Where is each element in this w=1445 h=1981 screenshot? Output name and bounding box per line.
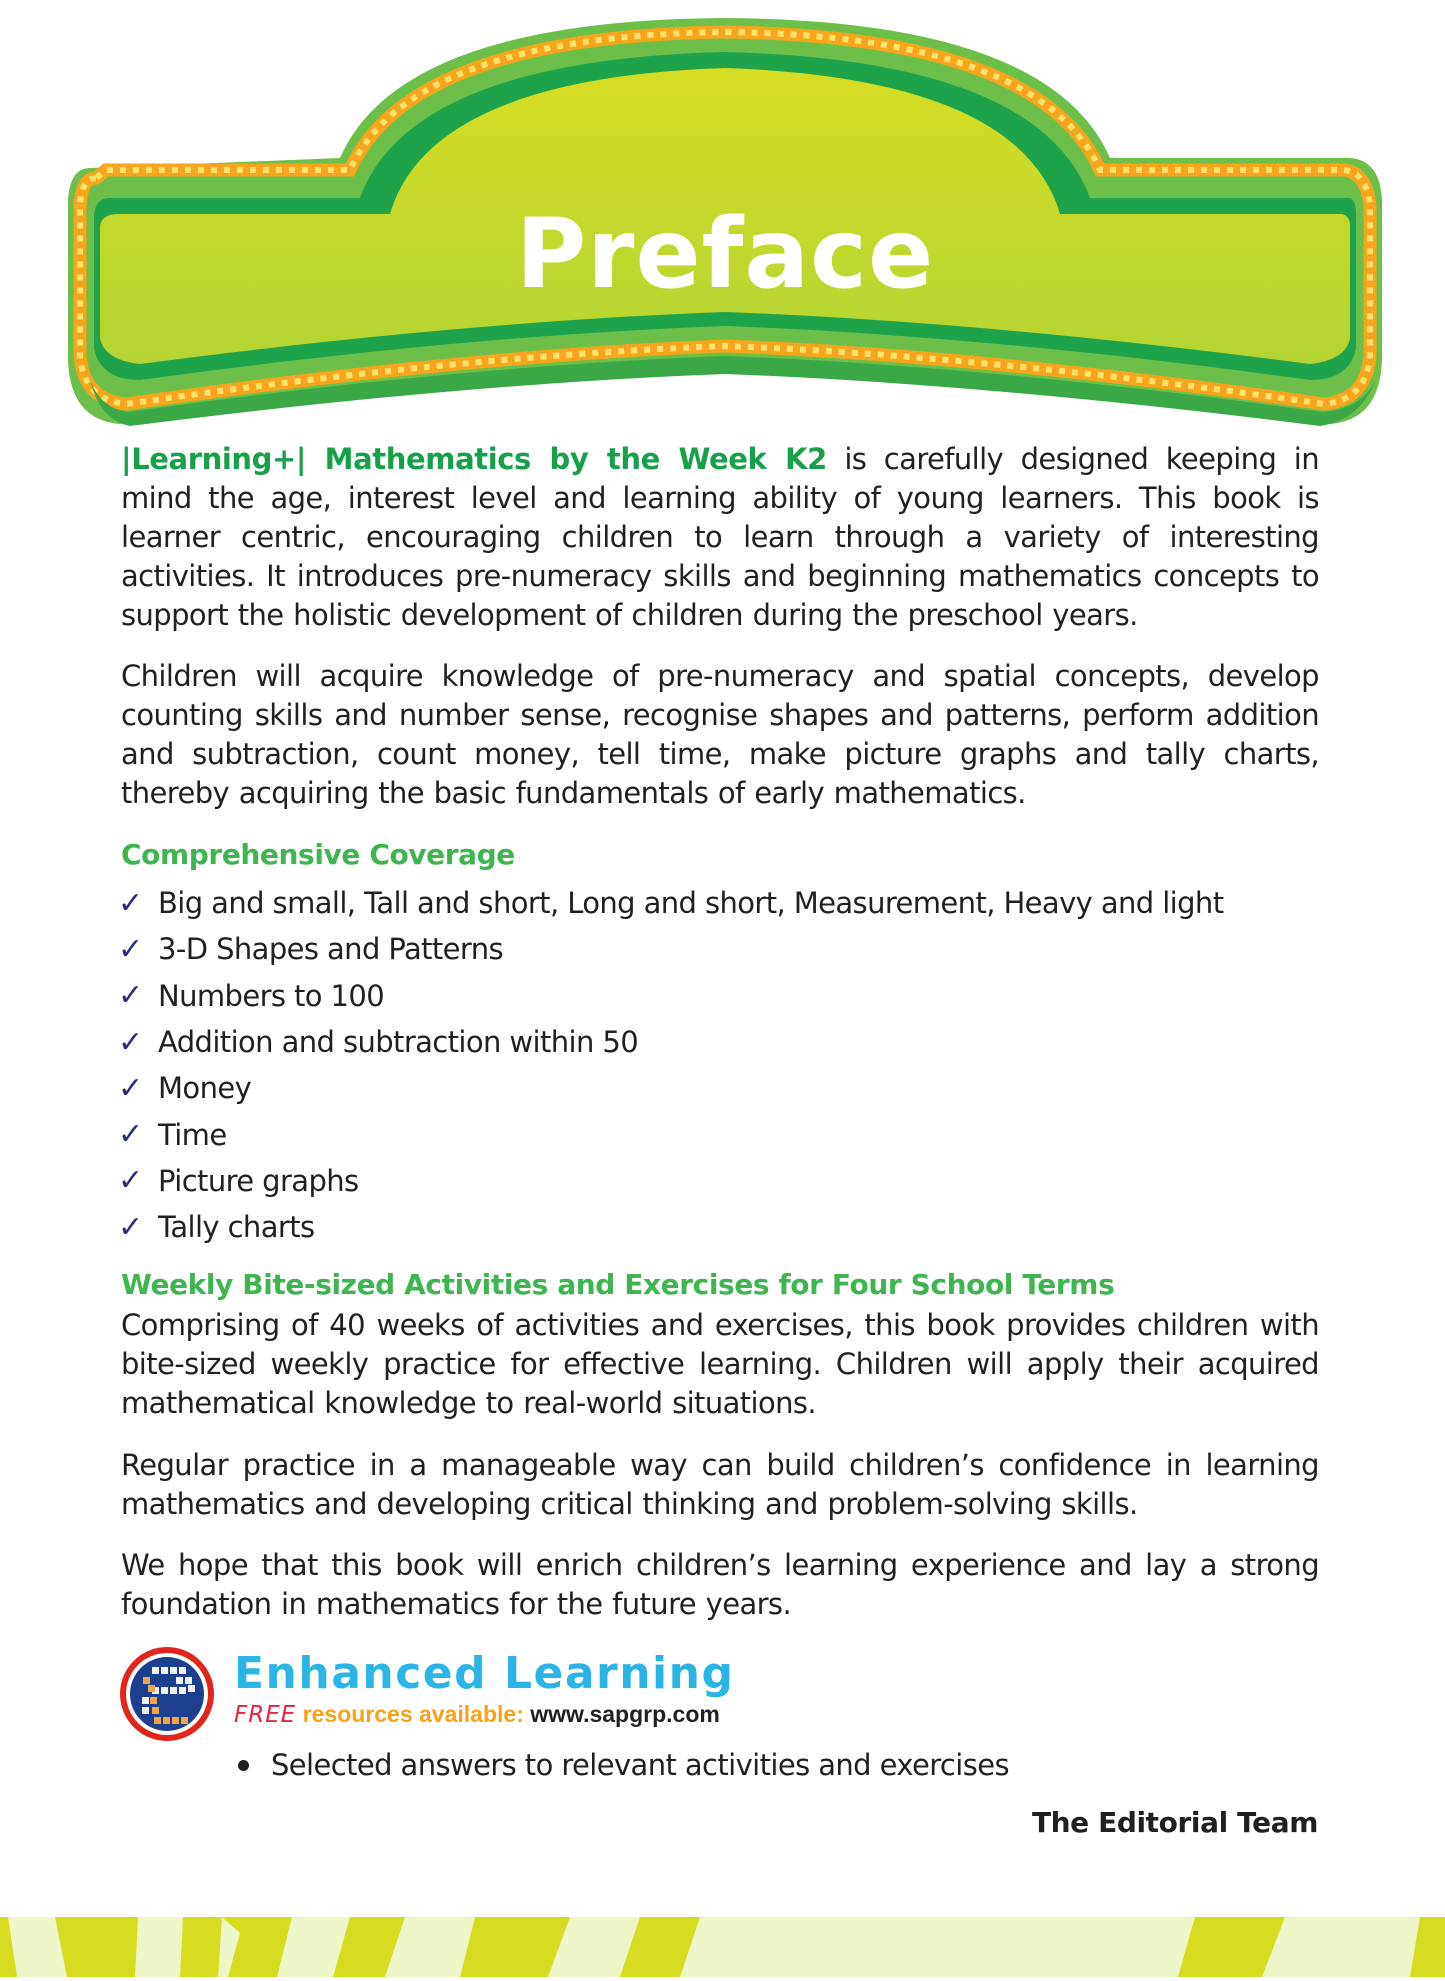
coverage-item: ✓ Money (118, 1070, 252, 1106)
footer-stripes (0, 1917, 1445, 1977)
coverage-item: ✓ Tally charts (118, 1209, 315, 1245)
practice-paragraph: Regular practice in a manageable way can build children’s confidence in learning mathematics and developing critical thinking and problem-solving skills. (121, 1448, 1319, 1521)
coverage-item: ✓ Picture graphs (118, 1163, 359, 1199)
checkmark-icon: ✓ (118, 931, 143, 967)
book-title: |Learning+| Mathematics by the Week K2 (121, 442, 827, 476)
e-grid-logo-icon (118, 1645, 216, 1743)
resources-list-item: Selected answers to relevant activities and exercises (238, 1745, 1009, 1785)
weekly-paragraph: Comprising of 40 weeks of activities and exercises, this book provides children with bite-sized weekly practice for effective learning. Children will apply their acquired mathematical knowledge to real-world situations. (121, 1308, 1319, 1420)
checkmark-icon: ✓ (118, 1070, 143, 1106)
preface-banner (60, 0, 1390, 440)
decorative-stripes-graphic (0, 1917, 1445, 1977)
intro-text: is carefully designed keeping in mind the age, interest level and learning ability of young learners. This book is learner centric, encouraging children to learn through a variety of interesting activities. It introduces pre-numeracy skills and beginning mathematics concepts to support the holistic development of children during the preschool years. (121, 442, 1319, 632)
resources-label: resources available: (302, 1701, 524, 1727)
checkmark-icon: ✓ (118, 1024, 143, 1060)
weekly-heading: Weekly Bite-sized Activities and Exercises for Four School Terms (121, 1268, 1115, 1301)
coverage-item: ✓ 3-D Shapes and Patterns (118, 931, 504, 967)
coverage-item: ✓ Addition and subtraction within 50 (118, 1024, 639, 1060)
skills-paragraph: Children will acquire knowledge of pre-numeracy and spatial concepts, develop counting skills and number sense, recognise shapes and patterns, perform addition and subtraction, count money, tell time, make picture graphs and tally charts, thereby acquiring the basic fundamentals of early mathematics. (121, 659, 1319, 810)
bullet-icon (238, 1760, 249, 1771)
checkmark-icon: ✓ (118, 1117, 143, 1153)
intro-paragraph (121, 440, 1319, 635)
coverage-heading: Comprehensive Coverage (121, 838, 515, 871)
coverage-item: ✓ Big and small, Tall and short, Long and short, Measurement, Heavy and light (118, 885, 1224, 921)
free-resources-line (234, 1700, 720, 1729)
enhanced-learning-title: Enhanced Learning (234, 1648, 735, 1699)
checkmark-icon: ✓ (118, 885, 143, 921)
enhanced-learning-logo (118, 1645, 216, 1743)
free-label: FREE (234, 1702, 297, 1728)
coverage-item: ✓ Time (118, 1117, 227, 1153)
signature: The Editorial Team (1031, 1806, 1318, 1839)
checkmark-icon: ✓ (118, 978, 143, 1014)
resources-url-link[interactable]: www.sapgrp.com (530, 1701, 720, 1727)
closing-paragraph: We hope that this book will enrich children’s learning experience and lay a strong foundation in mathematics for the future years. (121, 1548, 1319, 1621)
resources-list (238, 1745, 1009, 1785)
coverage-list (118, 880, 1223, 1250)
checkmark-icon: ✓ (118, 1163, 143, 1199)
checkmark-icon: ✓ (118, 1209, 143, 1245)
coverage-item: ✓ Numbers to 100 (118, 978, 385, 1014)
page-title: Preface (515, 198, 935, 310)
